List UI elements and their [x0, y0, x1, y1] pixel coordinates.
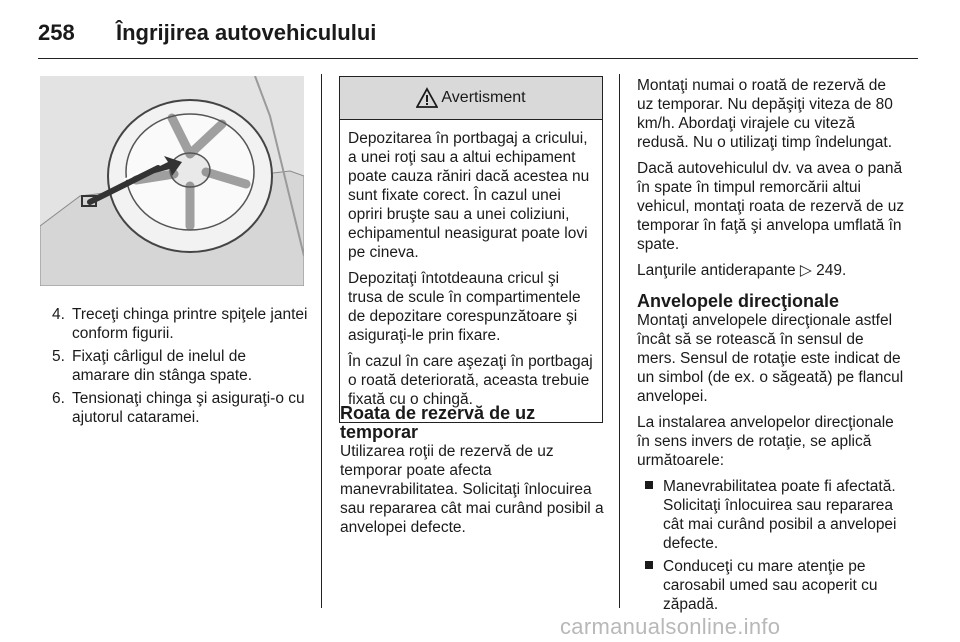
page-number: 258 [38, 20, 75, 45]
step-text: Fixaţi cârligul de inelul de amarare din stânga spate. [72, 348, 253, 384]
warning-paragraph: În cazul în care aşezaţi în portbagaj o roată deteriorată, aceasta trebuie fixată cu o chingă. [348, 353, 593, 408]
step-text: Tensionaţi chinga şi asiguraţi-o cu ajutorul cataramei. [72, 390, 305, 426]
bullet-item [637, 477, 905, 553]
step-number: 5. [52, 348, 65, 365]
header-rule [38, 58, 918, 59]
watermark: carmanualsonline.info [560, 614, 781, 639]
chapter-title: Îngrijirea autovehiculului [116, 20, 377, 45]
bullet-square-icon [645, 561, 653, 569]
warning-paragraph: Depozitaţi întotdeauna cricul şi trusa de scule în compartimentele de depozitare corespunzătoare şi asiguraţi-le prin fixare. [348, 270, 581, 344]
step-number: 6. [52, 390, 65, 407]
step-text: Treceţi chinga printre spiţele jantei conform figurii. [72, 306, 308, 342]
directional-paragraph-1: Montaţi anvelopele direcţionale astfel încât să se rotească în sensul de mers. Sensul de rotaţie este indicat de un simbol (de ex. o săgeată) pe flancul anvelopei. [637, 312, 904, 405]
page-ref-link[interactable]: 249. [816, 262, 847, 279]
warning-body [340, 120, 602, 422]
right-paragraph-1: Montaţi numai o roată de rezervă de uz temporar. Nu depăşiţi viteza de 80 km/h. Abordaţi virajele cu viteză redusă. Nu o utilizaţi timp îndelungat. [637, 77, 893, 151]
right-paragraph-2: Dacă autovehiculul dv. va avea o pană în spate în timpul remorcării altui vehicul, montaţi roata de rezervă de uz temporar în faţă şi anvelopa umflată în spate. [637, 160, 905, 253]
bullet-text: Manevrabilitatea poate fi afectată. Solicitaţi înlocuirea sau repararea cât mai curând posibil a anvelopei defecte. [663, 478, 897, 552]
column-divider [321, 74, 322, 608]
step-number: 4. [52, 306, 65, 323]
warning-header [340, 77, 602, 120]
directional-bullets [637, 477, 905, 614]
bullet-item [637, 557, 905, 614]
snow-chains-text: Lanţurile antiderapante [637, 262, 796, 279]
warning-paragraph: Depozitarea în portbagaj a cricului, a unei roţi sau a altui echipament poate cauza răniri dacă acestea nu sunt fixate corect. În cazul unei opriri bruşte sau a unei coliziuni, echipamentul neasigurat poate lovi pe cineva. [348, 130, 590, 261]
warning-title: Avertisment [441, 89, 526, 106]
bullet-square-icon [645, 481, 653, 489]
spare-wheel-strap-illustration [40, 76, 304, 286]
page-header [38, 14, 918, 58]
spare-heading: Roata de rezervă de uz temporar [340, 403, 536, 442]
right-column [637, 76, 905, 618]
steps-list [46, 305, 308, 427]
step-item [46, 347, 308, 385]
spare-section [340, 404, 604, 544]
page-ref-arrow-icon: ▷ [799, 262, 812, 279]
spare-paragraph: Utilizarea roţii de rezervă de uz temporar poate afecta manevrabilitatea. Solicitaţi înlocuirea sau repararea cât mai curând posibil a anvelopei defecte. [340, 443, 604, 536]
directional-heading: Anvelopele direcţionale [637, 291, 840, 311]
warning-box [339, 76, 603, 423]
bullet-text: Conduceţi cu mare atenţie pe carosabil umed sau acoperit cu zăpadă. [663, 558, 878, 613]
steps-column [46, 305, 308, 431]
column-divider [619, 74, 620, 608]
step-item [46, 389, 308, 427]
right-paragraph-3 [637, 261, 905, 280]
directional-paragraph-2: La instalarea anvelopelor direcţionale în sens invers de rotaţie, se aplică următoarele: [637, 414, 894, 469]
warning-triangle-icon [416, 87, 438, 109]
step-item [46, 305, 308, 343]
